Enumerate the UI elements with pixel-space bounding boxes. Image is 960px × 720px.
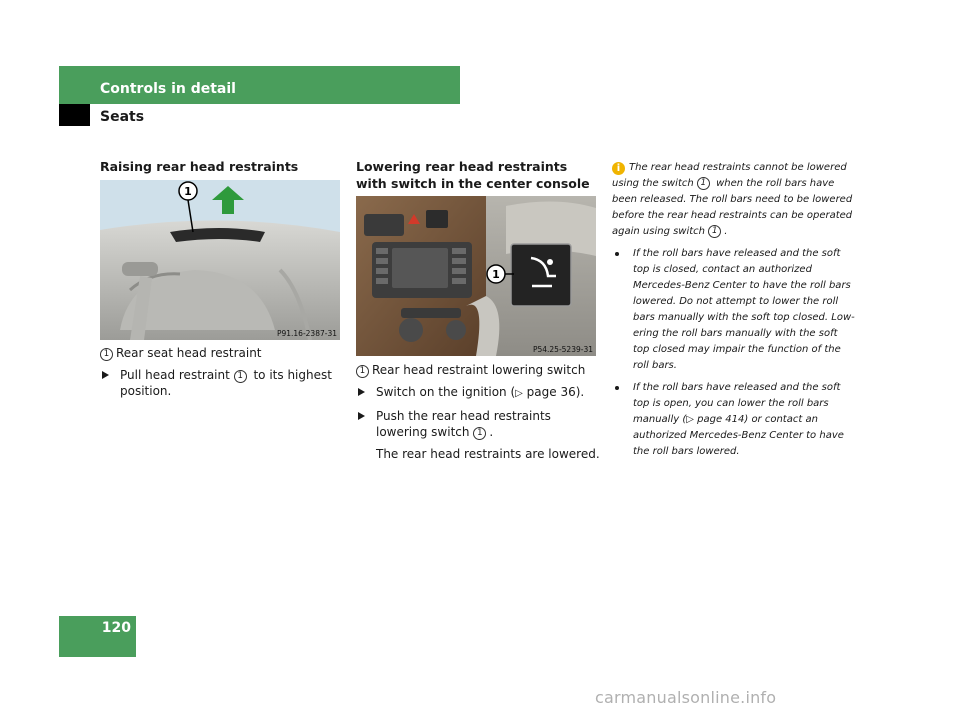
step-number: 1: [234, 370, 247, 383]
note-text-a: The rear head restraints cannot be lowered using the switch: [612, 162, 847, 189]
left-callout-1: 1: [184, 185, 192, 198]
step-text: Switch on the ignition (: [376, 385, 516, 399]
left-step: [100, 367, 340, 399]
left-heading: Raising rear head restraints: [100, 159, 299, 174]
legend-number: 1: [356, 365, 369, 378]
middle-step-2: [356, 408, 601, 440]
note-number-1: 1: [697, 177, 710, 190]
step-text: Push the rear head restraints lowering switch: [376, 409, 551, 439]
left-legend: [100, 345, 340, 361]
step-text-end: page 36).: [522, 385, 585, 399]
page-number: 120: [101, 620, 131, 636]
step-text-end: to its highest position.: [120, 368, 332, 398]
middle-step-1: [356, 384, 601, 402]
step-arrow-icon: [358, 388, 365, 396]
middle-legend: [356, 362, 601, 378]
step-arrow-icon: [102, 371, 109, 379]
bullet-dot: [615, 252, 619, 256]
middle-text: [356, 362, 601, 462]
header-marker: [59, 104, 90, 126]
legend-number: 1: [100, 348, 113, 361]
rear-seat-photo: [100, 180, 340, 340]
legend-text: Rear head restraint lowering switch: [372, 363, 586, 377]
note-bullet-text-end: page 414) or contact an authorized Mercedes-Benz Center to have the roll bars lowered.: [633, 414, 844, 457]
middle-callout-1: 1: [492, 268, 500, 281]
bullet-dot: [615, 386, 619, 390]
page-ref-icon: ▷: [686, 414, 694, 425]
center-console-photo: [356, 196, 596, 356]
note-bullet-2: [612, 380, 857, 460]
middle-result: The rear head restraints are lowered.: [376, 447, 600, 461]
watermark: carmanualsonline.info: [595, 688, 777, 707]
step-arrow-icon: [358, 412, 365, 420]
note-number-2: 1: [708, 225, 721, 238]
middle-image-code: P54.25-5239-31: [532, 345, 593, 354]
note-bullet-text: If the roll bars have released and the soft top is closed, contact an authorized Mercedes-Benz Center to have the roll bars lowered. Do not attempt to lower the roll bars manually with the soft top closed. Low-ering the roll bars manually with the soft top closed may impair the function of the roll bars.: [633, 248, 855, 371]
note-text-b: when the roll bars have been released. The roll bars need to be lowered before the rear head restraints can be operated again using switch: [612, 178, 853, 237]
info-note: [612, 160, 857, 460]
left-image-code: P91.16-2387-31: [276, 329, 337, 338]
info-icon: i: [612, 162, 625, 175]
legend-text: Rear seat head restraint: [116, 346, 262, 360]
note-text-c: .: [724, 226, 728, 237]
middle-heading-wrap: [356, 158, 596, 192]
note-bullet-1: [612, 246, 857, 374]
middle-heading: Lowering rear head restraints with switch in the center console: [356, 159, 590, 191]
center-console-illustration: [356, 196, 596, 356]
section-title: Controls in detail: [100, 81, 236, 97]
step-number: 1: [473, 427, 486, 440]
step-text-end: .: [489, 425, 494, 439]
note-bullet-text: If the roll bars have released and the soft top is open, you can lower the roll bars manually (: [633, 382, 841, 425]
step-text: Pull head restraint: [120, 368, 234, 382]
rear-seat-illustration: [100, 180, 340, 340]
subsection-title: Seats: [100, 109, 145, 125]
note-paragraph: [612, 160, 857, 240]
left-text: [100, 345, 340, 399]
page-ref-icon: ▷: [515, 388, 523, 399]
left-column: [100, 158, 340, 175]
